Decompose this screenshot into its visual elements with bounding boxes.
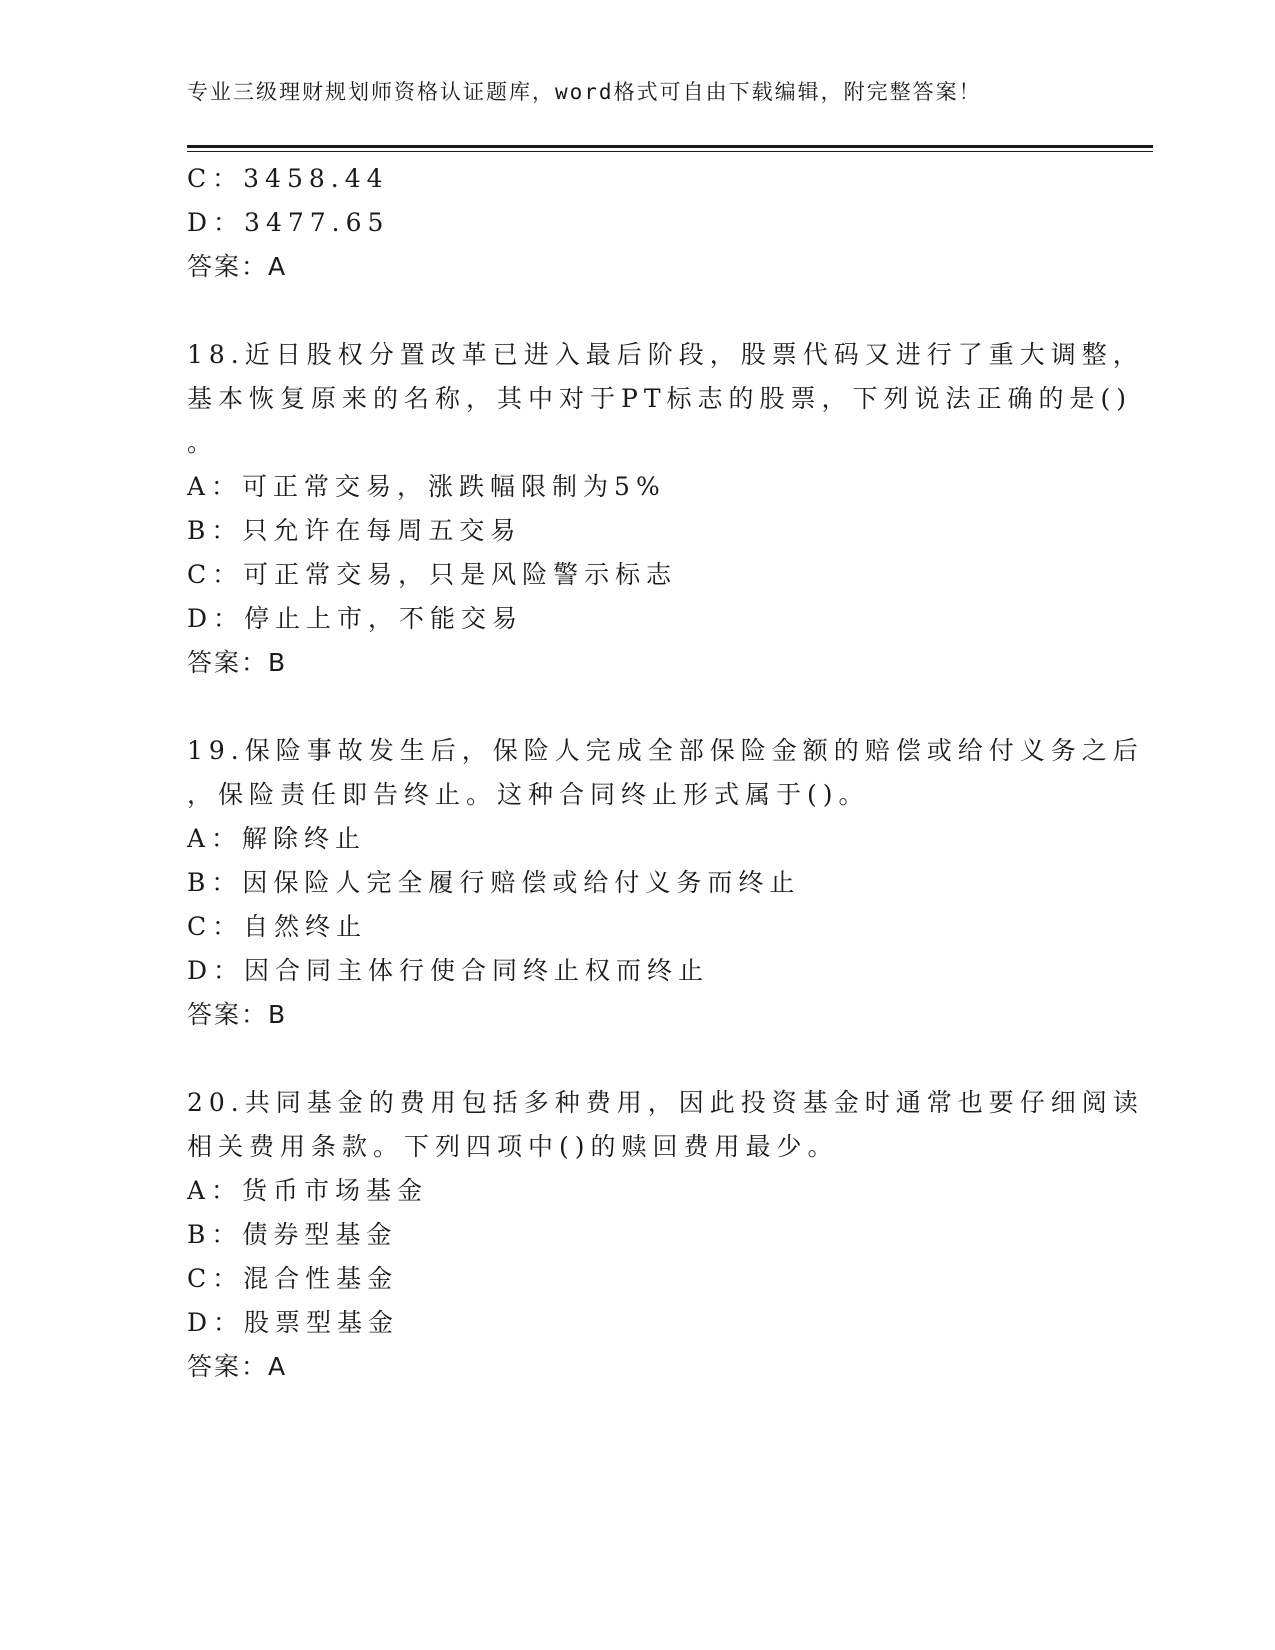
page-header: 专业三级理财规划师资格认证题库，word格式可自由下载编辑，附完整答案！	[187, 80, 982, 104]
option-d: D：因合同主体行使合同终止权而终止	[187, 956, 710, 985]
prev-answer: 答案：A	[187, 252, 288, 281]
question-stem-line: 。	[187, 428, 219, 457]
header-rule-thick	[187, 145, 1153, 148]
option-a: A：可正常交易，涨跌幅限制为5%	[187, 472, 666, 501]
option-a: A：解除终止	[187, 824, 367, 853]
option-b: B：只允许在每周五交易	[187, 516, 522, 545]
spacer	[187, 289, 1087, 333]
option-d: D：股票型基金	[187, 1308, 400, 1337]
question-20	[187, 1081, 1144, 1389]
question-18	[187, 333, 1144, 685]
question-19	[187, 729, 1144, 1037]
option-c: C：可正常交易，只是风险警示标志	[187, 560, 678, 589]
header-rule-thin	[187, 151, 1153, 152]
option-b: B：因保险人完全履行赔偿或给付义务而终止	[187, 868, 801, 897]
question-stem-line: 相关费用条款。下列四项中()的赎回费用最少。	[187, 1132, 839, 1161]
answer: 答案：A	[187, 1352, 288, 1381]
question-stem-line: 19.保险事故发生后，保险人完成全部保险金额的赔偿或给付义务之后	[187, 736, 1144, 765]
question-stem-line: 基本恢复原来的名称，其中对于PT标志的股票，下列说法正确的是()	[187, 384, 1133, 413]
question-stem-line: ，保险责任即告终止。这种合同终止形式属于()。	[187, 780, 870, 809]
document-body	[187, 157, 1144, 1389]
answer: 答案：B	[187, 648, 288, 677]
option-c: C：混合性基金	[187, 1264, 399, 1293]
option-c: C：自然终止	[187, 912, 368, 941]
question-stem-line: 20.共同基金的费用包括多种费用，因此投资基金时通常也要仔细阅读	[187, 1088, 1144, 1117]
prev-option-d: D：3477.65	[187, 208, 390, 237]
question-stem-line: 18.近日股权分置改革已进入最后阶段，股票代码又进行了重大调整，	[187, 340, 1144, 369]
spacer	[187, 1037, 1087, 1081]
spacer	[187, 685, 1087, 729]
option-b: B：债券型基金	[187, 1220, 398, 1249]
answer: 答案：B	[187, 1000, 288, 1029]
prev-option-c: C：3458.44	[187, 164, 389, 193]
option-d: D：停止上市，不能交易	[187, 604, 524, 633]
option-a: A：货币市场基金	[187, 1176, 429, 1205]
